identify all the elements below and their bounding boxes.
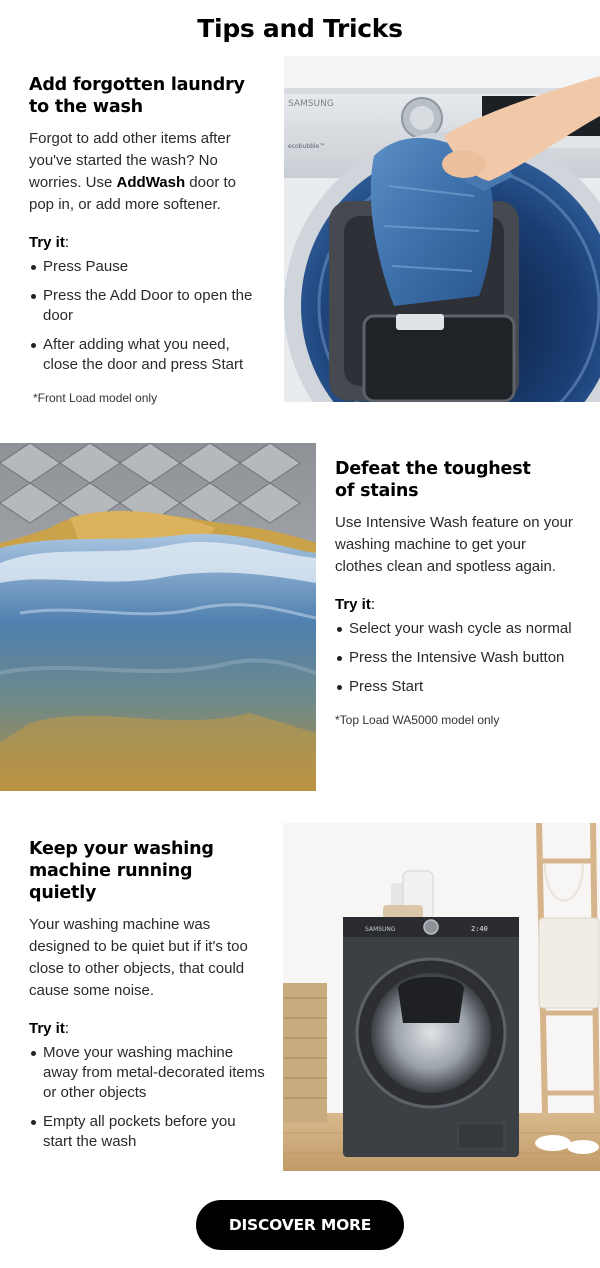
section-add-laundry [29, 74, 259, 405]
washer-photo [284, 56, 600, 402]
section-heading [335, 458, 575, 502]
section-tough-stains [335, 458, 575, 727]
heading-line: Defeat the toughest [335, 459, 531, 479]
section-body: Use Intensive Wash feature on your washing machine to get your clothes clean and spotless again. [335, 514, 573, 575]
tips-list [335, 619, 575, 697]
try-it-label: Try it: [335, 596, 376, 613]
section-heading [29, 838, 265, 904]
intensive-wash-image [0, 443, 316, 791]
section-body: Your washing machine was designed to be quiet but if it's too close to other objects, that could cause some noise. [29, 916, 248, 999]
section-run-quietly [29, 838, 265, 1161]
try-it-label: Try it: [29, 234, 70, 251]
heading-line: to the wash [29, 97, 143, 117]
list-item: Press the Add Door to open the door [29, 286, 259, 326]
badge-text: ecobubble™ [288, 143, 326, 150]
water-stains-photo [0, 443, 316, 791]
body-text: door to pop in, or add more softener. [29, 174, 237, 213]
body-text: Forgot to add other items after you've started the wash? No worries. Use [29, 130, 231, 191]
brand-text: SAMSUNG [365, 926, 396, 933]
display-text: 2:40 [471, 925, 488, 933]
discover-more-button[interactable]: DISCOVER MORE [196, 1200, 404, 1250]
heading-line: Keep your washing [29, 839, 214, 859]
try-it-label: Try it: [29, 1020, 70, 1037]
tips-list [29, 1043, 265, 1152]
list-item: After adding what you need, close the door and press Start [29, 335, 259, 375]
addwash-bold: AddWash [116, 174, 186, 191]
list-item: Move your washing machine away from metal-decorated items or other objects [29, 1043, 265, 1103]
section-heading [29, 74, 259, 118]
brand-text: SAMSUNG [288, 99, 334, 109]
tips-list [29, 257, 259, 375]
footnote: *Front Load model only [33, 391, 158, 405]
list-item: Press Pause [29, 257, 259, 277]
page-title: Tips and Tricks [197, 14, 403, 43]
addwash-image [284, 56, 600, 402]
heading-line: of stains [335, 481, 419, 501]
section-body [29, 128, 259, 216]
footnote: *Top Load WA5000 model only [335, 713, 500, 727]
list-item: Select your wash cycle as normal [335, 619, 575, 639]
laundry-room-photo [283, 823, 600, 1171]
heading-line: Add forgotten laundry [29, 75, 245, 95]
quiet-washer-image [283, 823, 600, 1171]
list-item: Empty all pockets before you start the wash [29, 1112, 265, 1152]
heading-line: machine running quietly [29, 861, 193, 903]
list-item: Press the Intensive Wash button [335, 648, 575, 668]
list-item: Press Start [335, 677, 575, 697]
